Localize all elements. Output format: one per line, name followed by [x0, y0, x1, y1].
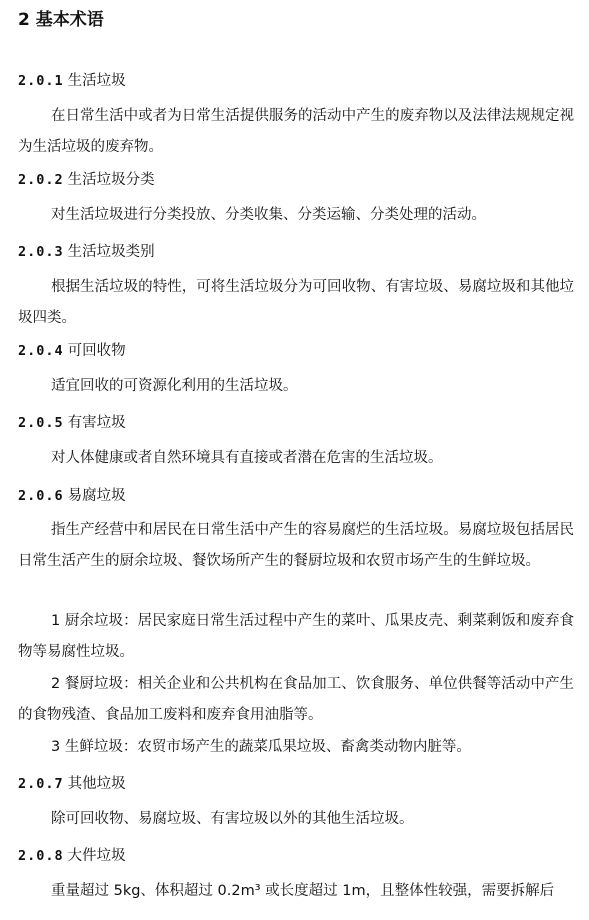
definition-paragraph: 对生活垃圾进行分类投放、分类收集、分类运输、分类处理的活动。	[51, 207, 486, 223]
definition-list-item: 2 餐厨垃圾：相关企业和公共机构在食品加工、饮食服务、单位供餐等活动中产生的食物残渣、食品加工废料和废弃食用油脂等。	[18, 676, 574, 723]
term-number: 2.0.6	[18, 488, 64, 504]
term-heading-2-0-6	[18, 485, 126, 507]
definition-paragraph: 适宜回收的可资源化利用的生活垃圾。	[51, 378, 298, 394]
definition-paragraph: 指生产经营中和居民在日常生活中产生的容易腐烂的生活垃圾。易腐垃圾包括居民日常生活产生的厨余垃圾、餐饮场所产生的餐厨垃圾和农贸市场产生的生鲜垃圾。	[18, 522, 574, 569]
term-heading-2-0-3	[18, 241, 155, 263]
term-title: 其他垃圾	[67, 776, 126, 792]
definition-paragraph: 除可回收物、易腐垃圾、有害垃圾以外的其他生活垃圾。	[51, 811, 414, 827]
term-title: 有害垃圾	[67, 415, 126, 431]
term-number: 2.0.3	[18, 244, 64, 260]
chapter-title: 2 基本术语	[18, 10, 104, 30]
term-title: 可回收物	[67, 343, 126, 359]
term-number: 2.0.5	[18, 415, 64, 431]
term-number: 2.0.4	[18, 343, 64, 359]
term-heading-2-0-8	[18, 845, 126, 867]
definition-paragraph: 重量超过 5kg、体积超过 0.2m³ 或长度超过 1m，且整体性较强，需要拆解后	[51, 883, 555, 899]
term-number: 2.0.1	[18, 73, 64, 89]
term-number: 2.0.7	[18, 776, 64, 792]
term-heading-2-0-1	[18, 70, 126, 92]
term-number: 2.0.8	[18, 848, 64, 864]
term-title: 生活垃圾分类	[67, 172, 155, 188]
term-heading-2-0-2	[18, 169, 155, 191]
definition-paragraph: 在日常生活中或者为日常生活提供服务的活动中产生的废弃物以及法律法规规定视为生活垃圾的废弃物。	[18, 108, 574, 155]
term-heading-2-0-5	[18, 412, 126, 434]
definition-list-item: 3 生鲜垃圾：农贸市场产生的蔬菜瓜果垃圾、畜禽类动物内脏等。	[51, 739, 471, 755]
definition-list-item: 1 厨余垃圾：居民家庭日常生活过程中产生的菜叶、瓜果皮壳、剩菜剩饭和废弃食物等易腐性垃圾。	[18, 613, 574, 660]
term-number: 2.0.2	[18, 172, 64, 188]
definition-paragraph: 对人体健康或者自然环境具有直接或者潜在危害的生活垃圾。	[51, 450, 443, 466]
term-heading-2-0-4	[18, 340, 126, 362]
term-heading-2-0-7	[18, 773, 126, 795]
term-title: 生活垃圾	[67, 73, 126, 89]
definition-paragraph: 根据生活垃圾的特性，可将生活垃圾分为可回收物、有害垃圾、易腐垃圾和其他垃圾四类。	[18, 279, 574, 326]
term-title: 大件垃圾	[67, 848, 126, 864]
term-title: 易腐垃圾	[67, 488, 126, 504]
term-title: 生活垃圾类别	[67, 244, 155, 260]
